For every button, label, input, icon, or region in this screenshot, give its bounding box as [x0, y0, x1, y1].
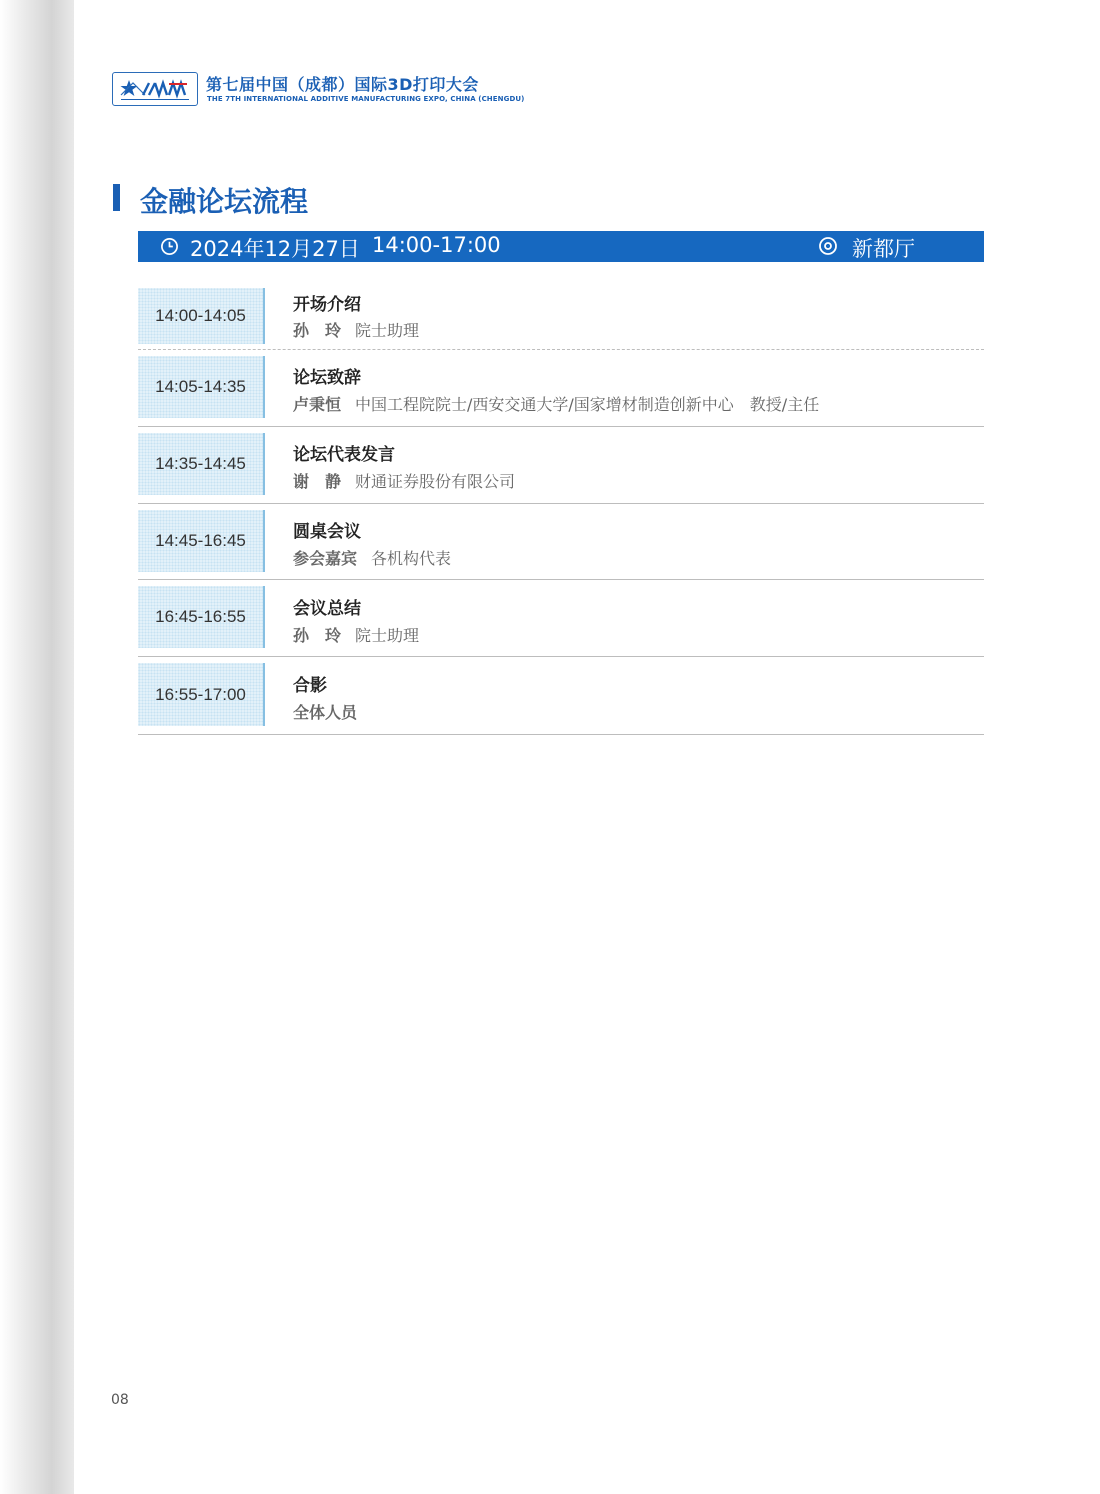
speaker-role: 院士助理 — [355, 626, 420, 645]
speaker-name: 全体人员 — [293, 703, 358, 722]
agenda-topic: 会议总结 — [293, 599, 361, 619]
speaker-line — [293, 623, 419, 646]
side-decor-band — [0, 0, 74, 1494]
conference-title: 第七届中国（成都）国际3D打印大会 — [206, 75, 479, 94]
schedule-row — [138, 350, 984, 427]
session-venue: 新都厅 — [852, 237, 915, 261]
time-slot: 16:55-17:00 — [138, 663, 265, 726]
agenda-topic: 论坛代表发言 — [293, 445, 395, 465]
speaker-line — [293, 392, 819, 415]
schedule-row — [138, 504, 984, 580]
schedule-row — [138, 580, 984, 657]
session-date: 2024年12月27日 — [190, 237, 360, 261]
speaker-role: 中国工程院院士/西安交通大学/国家增材制造创新中心 教授/主任 — [355, 395, 820, 414]
speaker-role: 院士助理 — [355, 321, 420, 340]
conference-logo — [112, 72, 198, 106]
time-slot: 16:45-16:55 — [138, 586, 265, 648]
time-slot: 14:05-14:35 — [138, 356, 265, 418]
session-time: 14:00-17:00 — [372, 233, 501, 257]
speaker-name: 卢秉恒 — [293, 395, 342, 414]
speaker-name: 谢 静 — [293, 472, 342, 491]
speaker-name: 孙 玲 — [293, 626, 342, 645]
time-slot: 14:35-14:45 — [138, 433, 265, 495]
speaker-role: 财通证券股份有限公司 — [355, 472, 516, 491]
agenda-topic: 圆桌会议 — [293, 522, 361, 542]
schedule-row — [138, 657, 984, 735]
section-title: 金融论坛流程 — [140, 185, 309, 218]
page-header — [112, 70, 612, 106]
schedule-row — [138, 286, 984, 350]
section-accent-bar — [113, 184, 120, 211]
page-number: 08 — [111, 1392, 129, 1408]
conference-subtitle: THE 7TH INTERNATIONAL ADDITIVE MANUFACTURING EXPO, CHINA (CHENGDU) — [207, 95, 525, 103]
speaker-line — [293, 469, 515, 492]
speaker-name: 参会嘉宾 — [293, 549, 358, 568]
time-slot: 14:00-14:05 — [138, 288, 265, 344]
clock-icon — [160, 237, 179, 256]
speaker-name: 孙 玲 — [293, 321, 342, 340]
time-slot: 14:45-16:45 — [138, 510, 265, 572]
speaker-line — [293, 546, 451, 569]
schedule-row — [138, 427, 984, 504]
speaker-line — [293, 318, 419, 341]
agenda-topic: 论坛致辞 — [293, 368, 361, 388]
speaker-role: 各机构代表 — [371, 549, 452, 568]
speaker-line — [293, 700, 357, 723]
session-info-band — [138, 231, 984, 262]
schedule-list — [138, 286, 984, 735]
agenda-topic: 开场介绍 — [293, 295, 361, 315]
agenda-topic: 合影 — [293, 676, 327, 696]
location-pin-icon — [818, 236, 838, 256]
